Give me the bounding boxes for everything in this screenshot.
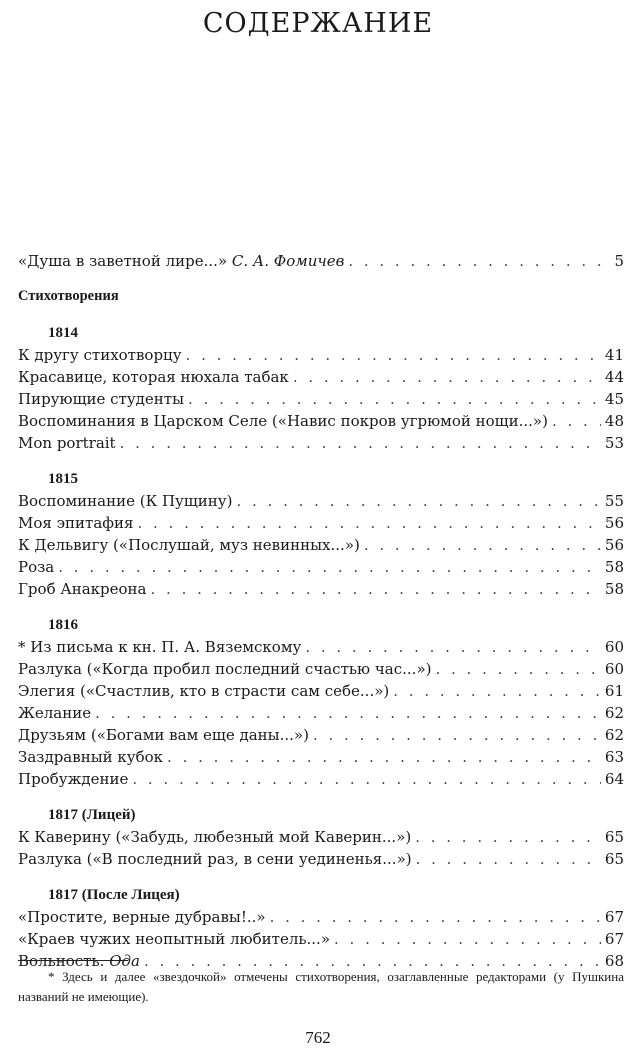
entry-title: Роза	[18, 558, 55, 576]
year-heading: 1815	[48, 471, 78, 487]
page-title: СОДЕРЖАНИЕ	[202, 8, 434, 39]
entry-page: 60	[604, 638, 624, 656]
entry-author: С. А. Фомичев	[231, 252, 345, 270]
entry-title: К Дельвигу («Послушай, муз невинных...»)	[18, 536, 360, 554]
leader-dots	[313, 724, 601, 746]
toc-entry	[18, 410, 624, 432]
entry-page: 5	[614, 252, 624, 270]
toc-entry	[18, 680, 624, 702]
toc-entry	[18, 388, 624, 410]
entry-page: 56	[604, 514, 624, 532]
entry-title: «Душа в заветной лире...»	[18, 252, 228, 270]
table-of-contents	[18, 250, 624, 972]
entry-title: К другу стихотворцу	[18, 346, 182, 364]
entry-title: Разлука («Когда пробил последний счастью час...»)	[18, 660, 432, 678]
entry-title: Mon portrait	[18, 434, 116, 452]
entry-page: 65	[604, 828, 624, 846]
toc-entry	[18, 432, 624, 454]
toc-entry	[18, 658, 624, 680]
leader-dots	[435, 658, 600, 680]
toc-entry	[18, 724, 624, 746]
page-number: 762	[305, 1028, 331, 1047]
toc-entry	[18, 578, 624, 600]
leader-dots	[348, 250, 602, 272]
toc-group	[18, 804, 624, 870]
entry-page: 58	[604, 580, 624, 598]
year-heading: 1814	[48, 325, 78, 341]
entry-title: Воспоминания в Царском Селе («Навис покров угрюмой нощи...»)	[18, 412, 548, 430]
footnote: * Здесь и далее «звездочкой» отмечены стихотворения, озаглавленные редакторами (у Пушкина названий не имеющие).	[18, 969, 624, 1004]
year-heading: 1817 (После Лицея)	[48, 887, 180, 903]
leader-dots	[552, 410, 601, 432]
entry-genre: Ода	[109, 952, 140, 970]
leader-dots	[132, 768, 601, 790]
toc-entry	[18, 826, 624, 848]
entry-title: «Краев чужих неопытный любитель...»	[18, 930, 330, 948]
entry-page: 68	[604, 952, 624, 970]
leader-dots	[95, 702, 601, 724]
entry-title: Элегия («Счастлив, кто в страсти сам себе...»)	[18, 682, 390, 700]
entry-page: 64	[604, 770, 624, 788]
entry-page: 58	[604, 558, 624, 576]
entry-title: Гроб Анакреона	[18, 580, 147, 598]
entry-page: 53	[604, 434, 624, 452]
leader-dots	[58, 556, 601, 578]
entry-page: 44	[604, 368, 624, 386]
leader-dots	[236, 490, 600, 512]
toc-groups	[18, 322, 624, 972]
leader-dots	[120, 432, 601, 454]
entry-title: «Простите, верные дубравы!..»	[18, 908, 266, 926]
toc-entry	[18, 556, 624, 578]
leader-dots	[188, 388, 601, 410]
toc-entry	[18, 768, 624, 790]
toc-entry-intro	[18, 250, 624, 272]
toc-group	[18, 468, 624, 600]
entry-page: 63	[604, 748, 624, 766]
leader-dots	[334, 928, 601, 950]
entry-title: Пробуждение	[18, 770, 129, 788]
toc-group	[18, 322, 624, 454]
toc-entry	[18, 366, 624, 388]
toc-group	[18, 884, 624, 972]
toc-entry	[18, 746, 624, 768]
entry-title: Желание	[18, 704, 92, 722]
toc-entry	[18, 636, 624, 658]
entry-title: Друзьям («Богами вам еще даны...»)	[18, 726, 309, 744]
entry-page: 62	[604, 704, 624, 722]
toc-entry	[18, 906, 624, 928]
footnote-divider	[18, 960, 128, 961]
entry-title: Воспоминание (К Пущину)	[18, 492, 233, 510]
year-heading: 1817 (Лицей)	[48, 807, 136, 823]
leader-dots	[137, 512, 600, 534]
toc-group	[18, 614, 624, 790]
entry-page: 67	[604, 930, 624, 948]
entry-title: Моя эпитафия	[18, 514, 134, 532]
leader-dots	[415, 826, 601, 848]
toc-entry	[18, 490, 624, 512]
toc-entry	[18, 512, 624, 534]
entry-page: 62	[604, 726, 624, 744]
leader-dots	[270, 906, 601, 928]
entry-page: 61	[604, 682, 624, 700]
toc-entry	[18, 848, 624, 870]
entry-page: 45	[604, 390, 624, 408]
leader-dots	[167, 746, 601, 768]
entry-page: 56	[604, 536, 624, 554]
entry-title: Красавице, которая нюхала табак	[18, 368, 289, 386]
entry-page: 65	[604, 850, 624, 868]
entry-title: К Каверину («Забудь, любезный мой Каверин...»)	[18, 828, 412, 846]
year-heading: 1816	[48, 617, 78, 633]
entry-title: * Из письма к кн. П. А. Вяземскому	[18, 638, 302, 656]
entry-title: Заздравный кубок	[18, 748, 164, 766]
toc-entry	[18, 344, 624, 366]
entry-page: 60	[604, 660, 624, 678]
entry-title: Вольность.	[18, 952, 105, 970]
entry-page: 41	[604, 346, 624, 364]
toc-entry	[18, 534, 624, 556]
leader-dots	[186, 344, 601, 366]
toc-entry	[18, 928, 624, 950]
entry-title: Разлука («В последний раз, в сени уединенья...»)	[18, 850, 412, 868]
entry-title: Пирующие студенты	[18, 390, 185, 408]
entry-page: 55	[604, 492, 624, 510]
leader-dots	[364, 534, 601, 556]
entry-page: 67	[604, 908, 624, 926]
entry-page: 48	[604, 412, 624, 430]
leader-dots	[305, 636, 601, 658]
leader-dots	[293, 366, 601, 388]
leader-dots	[393, 680, 601, 702]
leader-dots	[416, 848, 601, 870]
toc-entry	[18, 702, 624, 724]
leader-dots	[151, 578, 601, 600]
section-title: Стихотворения	[18, 288, 119, 304]
